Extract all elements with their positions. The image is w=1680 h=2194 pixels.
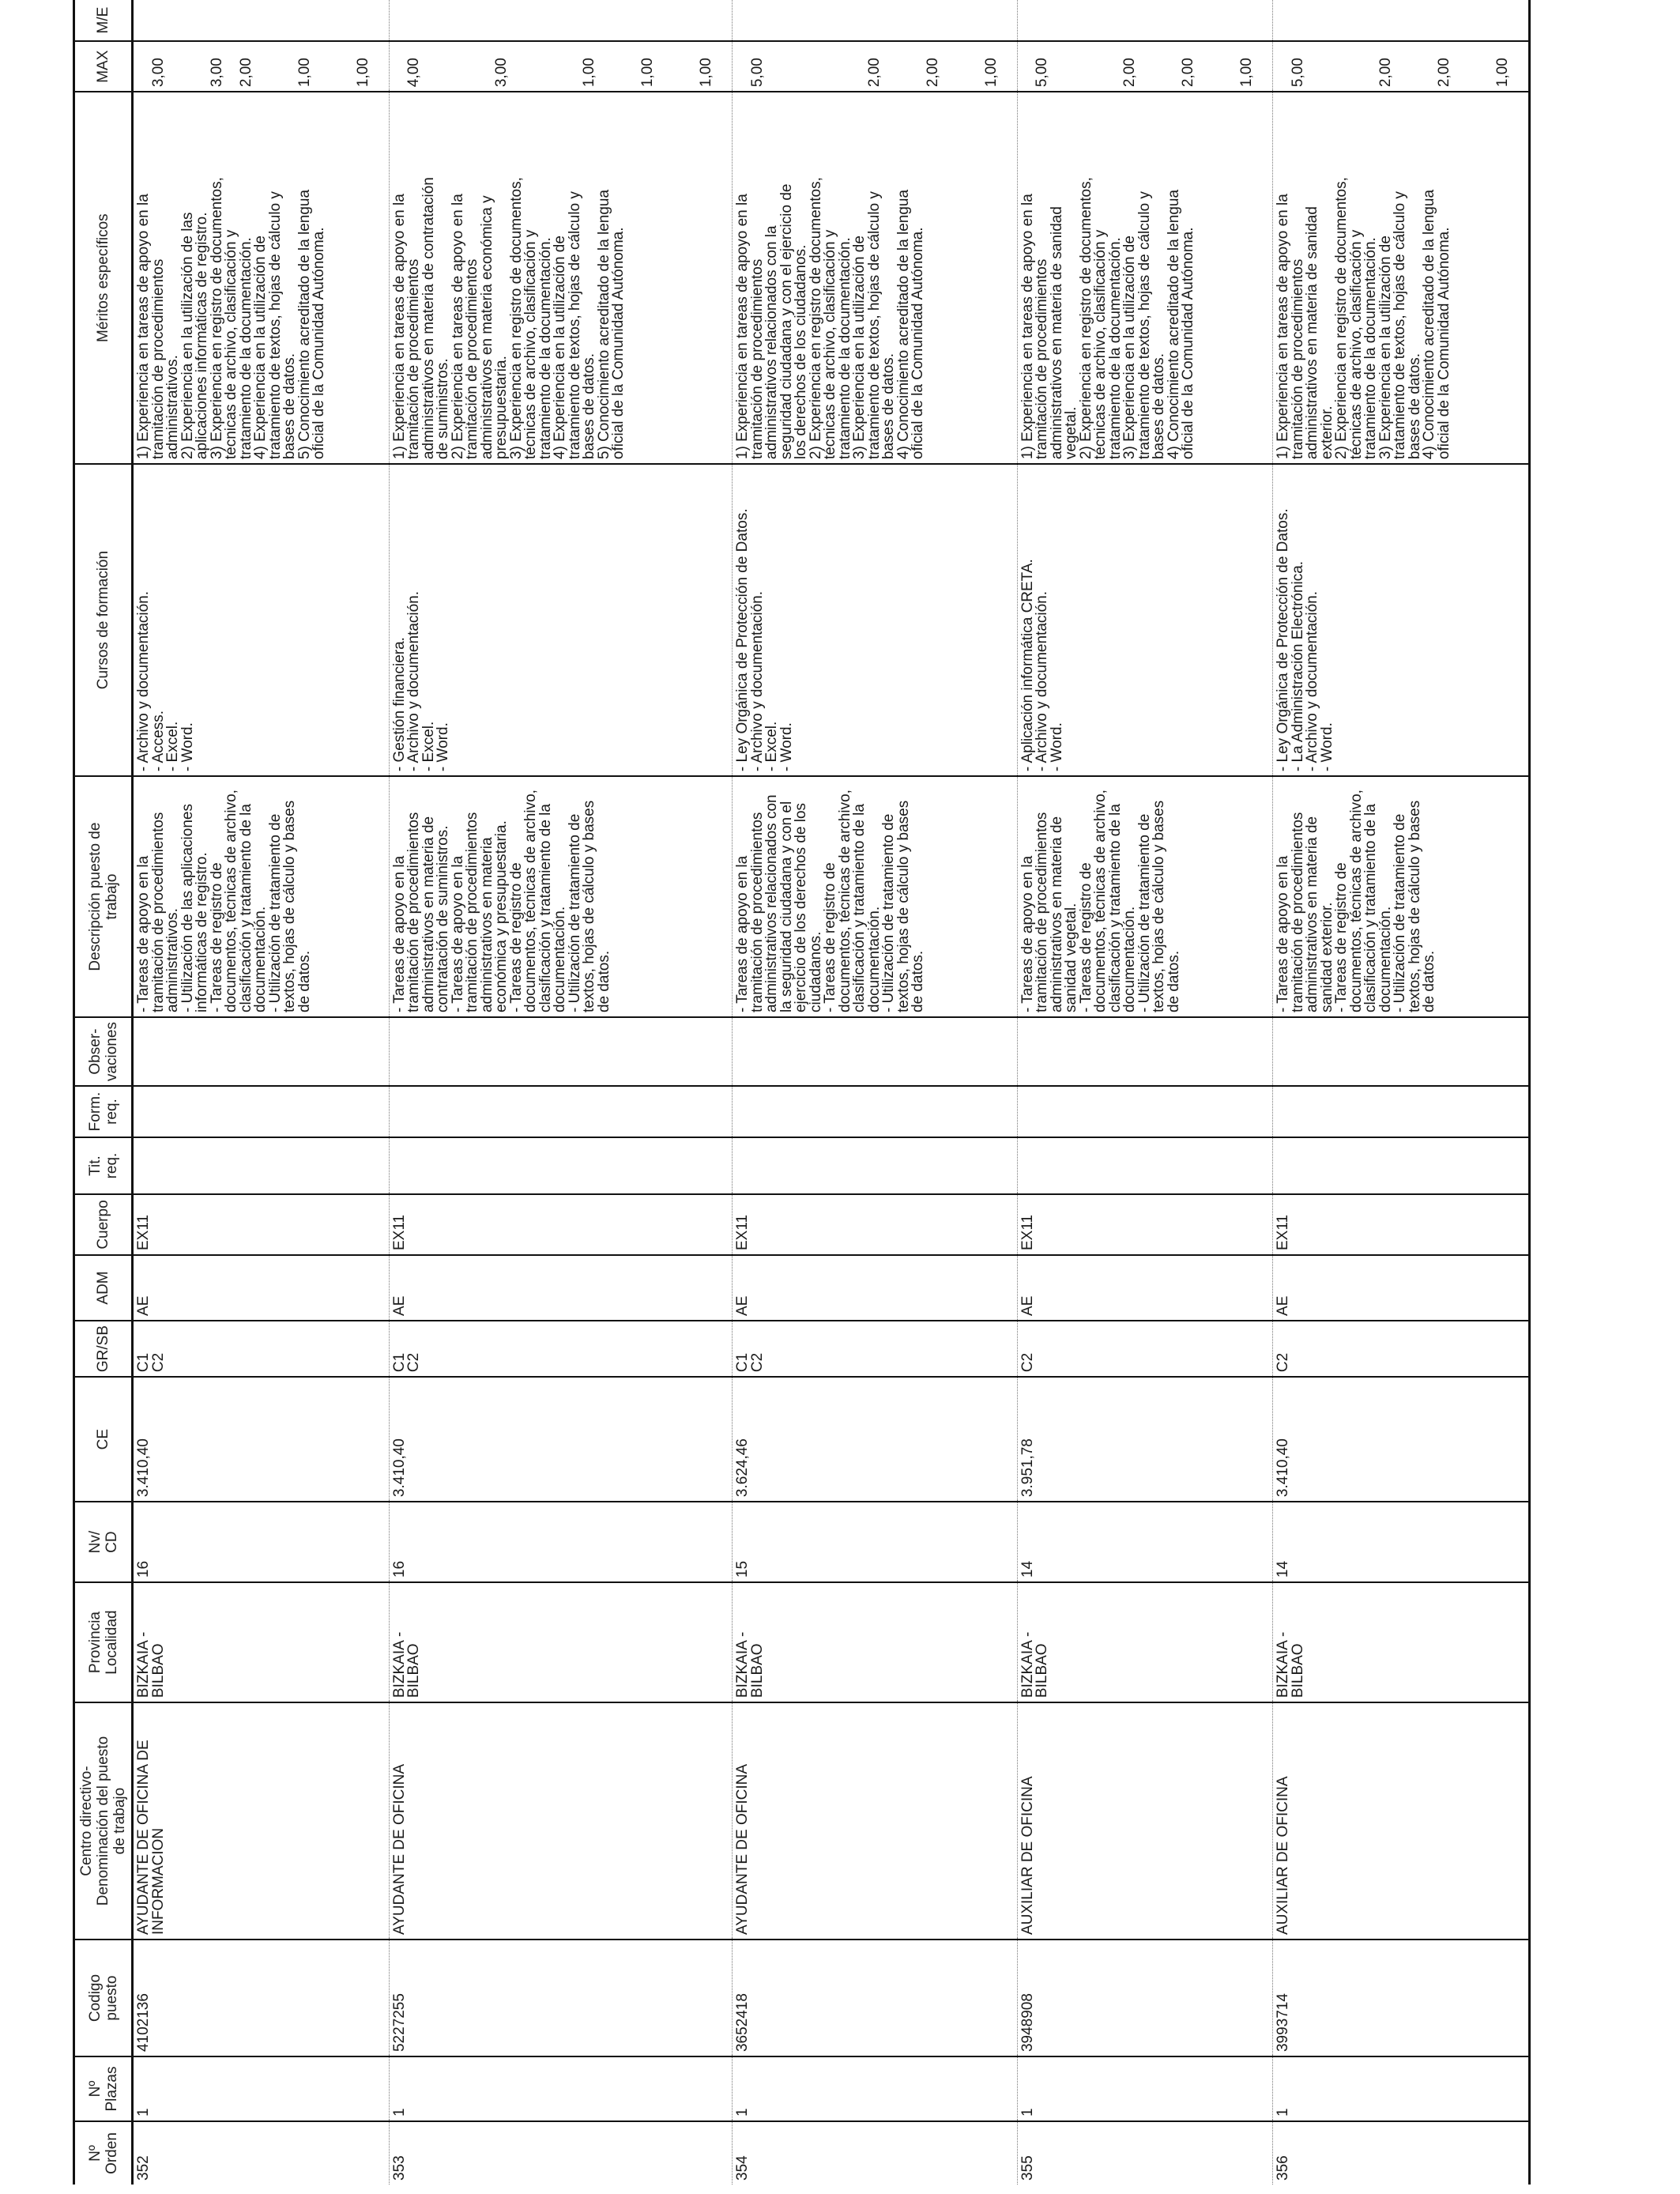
table-row	[1273, 0, 1530, 2185]
cell-nivel: 16	[133, 1502, 390, 1582]
max-score	[1094, 46, 1109, 87]
cell-meritos: 1) Experiencia en tareas de apoyo en la tramitación de procedimientos administrativos en materia de contratación de suministros. 2) Experiencia en tareas de apoyo en la tramitación de procedimientos administrativos en materia económica y presupuestaria. 3) Experiencia en registro de documentos, técnicas de archivo, clasificación y tratamiento de la documentación. 4) Experiencia en la utilización de tratamiento de textos, hojas de cálculo y bases de datos. 5) Conocimiento acreditado de la lengua oficial de la Comunidad Autónoma.	[389, 92, 733, 464]
cell-adm: AE	[1017, 1255, 1273, 1321]
max-score	[1467, 46, 1482, 87]
cell-obs	[133, 1017, 390, 1086]
max-score	[1152, 46, 1167, 87]
cell-obs	[1017, 1017, 1273, 1086]
cell-ce: 3.410,40	[389, 1377, 733, 1502]
cell-cuerpo: EX11	[1017, 1194, 1273, 1255]
max-score	[780, 46, 795, 87]
cell-grupo: C1 C2	[389, 1321, 733, 1377]
cell-form	[1017, 1086, 1273, 1137]
max-score	[809, 46, 824, 87]
cell-me	[133, 0, 390, 41]
cell-grupo: C1 C2	[133, 1321, 390, 1377]
max-score	[269, 46, 284, 87]
cell-max	[1273, 41, 1530, 92]
cell-centro: AYUDANTE DE OFICINA	[389, 1702, 733, 1940]
cell-obs	[389, 1017, 733, 1086]
max-score	[955, 46, 970, 87]
table-row	[1017, 0, 1273, 2185]
cell-grupo: C2	[1273, 1321, 1530, 1377]
cell-nivel: 14	[1273, 1502, 1530, 1582]
max-score: 2,00	[1180, 58, 1196, 88]
cell-codigo: 4102136	[133, 1940, 390, 2056]
max-score	[524, 46, 539, 87]
cell-tit	[1017, 1137, 1273, 1194]
cell-nivel: 15	[733, 1502, 1018, 1582]
max-score: 2,00	[1121, 58, 1138, 88]
header-tit: Tit. req.	[74, 1137, 133, 1194]
cell-orden: 356	[1273, 2121, 1530, 2185]
cell-descripcion: - Tareas de apoyo en la tramitación de procedimientos administrativos. - Utilización de las aplicaciones informáticas de registro. - Tareas de registro de documentos, técnicas de archivo, clasificación y tratamiento de la documentación. - Utilización de tratamiento de textos, hojas de cálculo y bases de datos.	[133, 776, 390, 1017]
max-score: 2,00	[865, 58, 883, 88]
header-centro: Centro directivo- Denominación del puesto de trabajo	[74, 1702, 133, 1940]
cell-meritos: 1) Experiencia en tareas de apoyo en la tramitación de procedimientos administrativos. 2) Experiencia en la utilización de las aplicaciones informáticas de registro. 3) Experiencia en registro de documentos, técnicas de archivo, clasificación y tratamiento de la documentación. 4) Experiencia en la utilización de tratamiento de textos, hojas de cálculo y bases de datos. 5) Conocimiento acreditado de la lengua oficial de la Comunidad Autónoma.	[133, 92, 390, 464]
max-score	[1350, 46, 1365, 87]
cell-plazas: 1	[733, 2056, 1018, 2121]
cell-max	[133, 41, 390, 92]
cell-max	[1017, 41, 1273, 92]
cell-grupo: C1 C2	[733, 1321, 1018, 1377]
cell-provincia: BIZKAIA - BILBAO	[389, 1582, 733, 1702]
max-score: 2,00	[1377, 58, 1394, 88]
max-score: 5,00	[1289, 58, 1306, 88]
max-score: 4,00	[405, 58, 422, 88]
cell-adm: AE	[389, 1255, 733, 1321]
header-plazas: Nº Plazas	[74, 2056, 133, 2121]
max-score	[327, 46, 342, 87]
header-cuerpo: Cuerpo	[74, 1194, 133, 1255]
cell-cursos: - Gestión financiera. - Archivo y documentación. - Excel. - Word.	[389, 464, 733, 776]
cell-plazas: 1	[133, 2056, 390, 2121]
max-score	[612, 46, 627, 87]
header-me: M/E	[74, 0, 133, 41]
max-score	[670, 46, 685, 87]
cell-descripcion: - Tareas de apoyo en la tramitación de procedimientos administrativos en materia de sanidad exterior. - Tareas de registro de documentos, técnicas de archivo, clasificación y tratamiento de la documentación. - Utilización de tratamiento de textos, hojas de cálculo y bases de datos.	[1273, 776, 1530, 1017]
cell-cursos: - Archivo y documentación. - Access. - Excel. - Word.	[133, 464, 390, 776]
cell-codigo: 5227255	[389, 1940, 733, 2056]
max-score	[553, 46, 568, 87]
cell-ce: 3.410,40	[1273, 1377, 1530, 1502]
cell-nivel: 14	[1017, 1502, 1273, 1582]
max-score: 1,00	[639, 58, 656, 88]
cell-adm: AE	[1273, 1255, 1530, 1321]
max-score: 1,00	[296, 58, 313, 88]
header-row	[74, 0, 133, 2185]
max-score	[1320, 46, 1335, 87]
max-score: 2,00	[924, 58, 941, 88]
header-cursos: Cursos de formación	[74, 464, 133, 776]
header-max: MAX	[74, 41, 133, 92]
cell-centro: AYUDANTE DE OFICINA	[733, 1702, 1018, 1940]
cell-ce: 3.951,78	[1017, 1377, 1273, 1502]
cell-meritos: 1) Experiencia en tareas de apoyo en la tramitación de procedimientos administrativos en materia de sanidad vegetal. 2) Experiencia en registro de documentos, técnicas de archivo, clasificación y tratamiento de la documentación. 3) Experiencia en la utilización de tratamiento de textos, hojas de cálculo y bases de datos. 4) Conocimiento acreditado de la lengua oficial de la Comunidad Autónoma.	[1017, 92, 1273, 464]
cell-cuerpo: EX11	[1273, 1194, 1530, 1255]
header-ce: CE	[74, 1377, 133, 1502]
cell-me	[1273, 0, 1530, 41]
cell-max	[733, 41, 1018, 92]
cell-me	[389, 0, 733, 41]
max-score: 1,00	[354, 58, 371, 88]
cell-obs	[733, 1017, 1018, 1086]
cell-grupo: C2	[1017, 1321, 1273, 1377]
max-score	[1408, 46, 1423, 87]
header-obs: Obser- vaciones	[74, 1017, 133, 1086]
cell-plazas: 1	[1017, 2056, 1273, 2121]
cell-descripcion: - Tareas de apoyo en la tramitación de procedimientos administrativos en materia de sanidad vegetal. - Tareas de registro de documentos, técnicas de archivo, clasificación y tratamiento de la documentación. - Utilización de tratamiento de textos, hojas de cálculo y bases de datos.	[1017, 776, 1273, 1017]
table-row	[733, 0, 1018, 2185]
cell-tit	[1273, 1137, 1530, 1194]
max-score: 5,00	[1034, 58, 1050, 88]
cell-plazas: 1	[389, 2056, 733, 2121]
cell-form	[133, 1086, 390, 1137]
cell-orden: 352	[133, 2121, 390, 2185]
cell-me	[733, 0, 1018, 41]
cell-cuerpo: EX11	[389, 1194, 733, 1255]
max-score: 1,00	[581, 58, 597, 88]
cell-adm: AE	[733, 1255, 1018, 1321]
cell-cuerpo: EX11	[733, 1194, 1018, 1255]
cell-meritos: 1) Experiencia en tareas de apoyo en la tramitación de procedimientos administrativos relacionados con la seguridad ciudadana y con el ejercicio de los derechos de los ciudadanos. 2) Experiencia en registro de documentos, técnicas de archivo, clasificación y tratamiento de la documentación. 3) Experiencia en la utilización de tratamiento de textos, hojas de cálculo y bases de datos. 4) Conocimiento acreditado de la lengua oficial de la Comunidad Autónoma.	[733, 92, 1018, 464]
max-score: 2,00	[1435, 58, 1452, 88]
cell-provincia: BIZKAIA - BILBAO	[1273, 1582, 1530, 1702]
cell-form	[1273, 1086, 1530, 1137]
cell-centro: AUXILIAR DE OFICINA	[1017, 1702, 1273, 1940]
cell-cursos: - Aplicación informática CRETA. - Archivo y documentación. - Word.	[1017, 464, 1273, 776]
max-score: 1,00	[1238, 58, 1255, 88]
cell-centro: AUXILIAR DE OFICINA	[1273, 1702, 1530, 1940]
cell-plazas: 1	[1273, 2056, 1530, 2121]
header-codigo: Codigo puesto	[74, 1940, 133, 2056]
cell-form	[389, 1086, 733, 1137]
cell-orden: 355	[1017, 2121, 1273, 2185]
cell-provincia: BIZKAIA - BILBAO	[733, 1582, 1018, 1702]
cell-nivel: 16	[389, 1502, 733, 1582]
cell-max	[389, 41, 733, 92]
max-score: 1,00	[698, 58, 714, 88]
max-score	[838, 46, 853, 87]
cell-tit	[389, 1137, 733, 1194]
max-score	[465, 46, 480, 87]
header-orden: Nº Orden	[74, 2121, 133, 2185]
table-row	[133, 0, 390, 2185]
max-score: 3,00	[149, 58, 167, 88]
table-row	[389, 0, 733, 2185]
max-score	[1211, 46, 1226, 87]
cell-cursos: - Ley Orgánica de Protección de Datos. - Archivo y documentación. - Excel. - Word.	[733, 464, 1018, 776]
max-score: 3,00	[493, 58, 510, 88]
cell-provincia: BIZKAIA - BILBAO	[133, 1582, 390, 1702]
cell-orden: 353	[389, 2121, 733, 2185]
cell-centro: AYUDANTE DE OFICINA DE INFORMACION	[133, 1702, 390, 1940]
max-score	[181, 46, 196, 87]
cell-descripcion: - Tareas de apoyo en la tramitación de procedimientos administrativos relacionados con la seguridad ciudadana y con el ejercicio de los derechos de los ciudadanos. - Tareas de registro de documentos, técnicas de archivo, clasificación y tratamiento de la documentación. - Utilización de tratamiento de textos, hojas de cálculo y bases de datos.	[733, 776, 1018, 1017]
cell-codigo: 3948908	[1017, 1940, 1273, 2056]
header-nivel: Nv/ CD	[74, 1502, 133, 1582]
cell-codigo: 3652418	[733, 1940, 1018, 2056]
header-grupo: GR/SB	[74, 1321, 133, 1377]
cell-cursos: - Ley Orgánica de Protección de Datos. - La Administración Electrónica. - Archivo y documentación. - Word.	[1273, 464, 1530, 776]
cell-meritos: 1) Experiencia en tareas de apoyo en la tramitación de procedimientos administrativos en materia de sanidad exterior. 2) Experiencia en registro de documentos, técnicas de archivo, clasificación y tratamiento de la documentación. 3) Experiencia en la utilización de tratamiento de textos, hojas de cálculo y bases de datos. 4) Conocimiento acreditado de la lengua oficial de la Comunidad Autónoma.	[1273, 92, 1530, 464]
header-descripcion: Descripción puesto de trabajo	[74, 776, 133, 1017]
cell-codigo: 3993714	[1273, 1940, 1530, 2056]
max-score: 2,00	[237, 58, 254, 88]
header-meritos: Méritos específicos	[74, 92, 133, 464]
max-score	[436, 46, 451, 87]
cell-adm: AE	[133, 1255, 390, 1321]
max-score	[897, 46, 912, 87]
header-provincia: Provincia Localidad	[74, 1582, 133, 1702]
max-score	[1064, 46, 1079, 87]
cell-me	[1017, 0, 1273, 41]
cell-tit	[733, 1137, 1018, 1194]
cell-tit	[133, 1137, 390, 1194]
cell-ce: 3.624,46	[733, 1377, 1018, 1502]
header-form: Form. req.	[74, 1086, 133, 1137]
cell-descripcion: - Tareas de apoyo en la tramitación de procedimientos administrativos en materia de contratación de suministros. - Tareas de apoyo en la tramitación de procedimientos administrativos en materia económica y presupuestaria. - Tareas de registro de documentos, técnicas de archivo, clasificación y tratamiento de la documentación. - Utilización de tratamiento de textos, hojas de cálculo y bases de datos.	[389, 776, 733, 1017]
max-score: 5,00	[748, 58, 766, 88]
cell-form	[733, 1086, 1018, 1137]
cell-ce: 3.410,40	[133, 1377, 390, 1502]
cell-orden: 354	[733, 2121, 1018, 2185]
max-score: 3,00	[208, 58, 225, 88]
positions-table	[73, 0, 1531, 2185]
header-adm: ADM	[74, 1255, 133, 1321]
max-score: 1,00	[982, 58, 1000, 88]
cell-obs	[1273, 1017, 1530, 1086]
max-score: 1,00	[1494, 58, 1511, 88]
cell-provincia: BIZKAIA - BILBAO	[1017, 1582, 1273, 1702]
cell-cuerpo: EX11	[133, 1194, 390, 1255]
